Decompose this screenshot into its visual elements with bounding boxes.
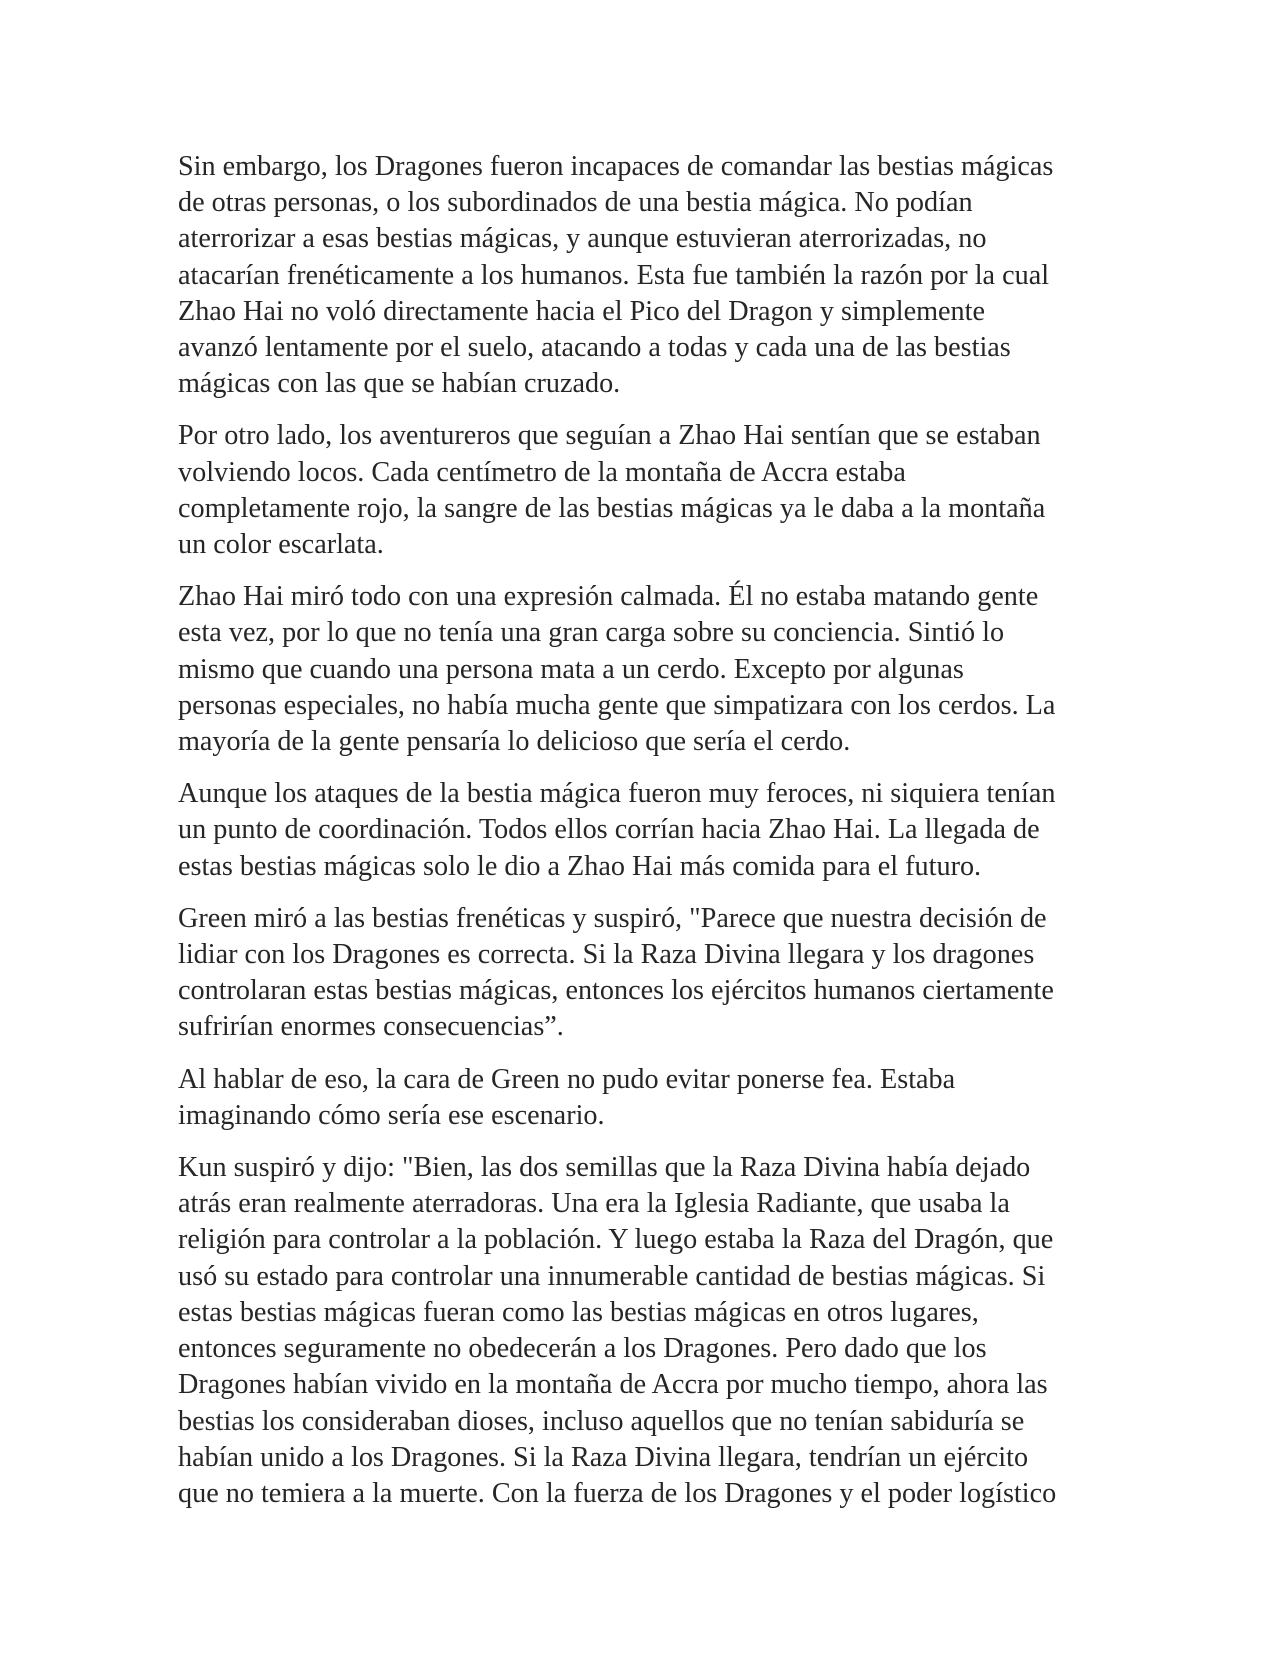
text-line: Kun suspiró y dijo: "Bien, las dos semillas que la Raza Divina había dejado — [178, 1152, 1031, 1184]
text-line: que no temiera a la muerte. Con la fuerza de los Dragones y el poder logístico — [178, 1477, 1057, 1509]
text-line: aterrorizar a esas bestias mágicas, y aunque estuvieran aterrorizadas, no — [178, 223, 987, 255]
text-line: mismo que cuando una persona mata a un cerdo. Excepto por algunas — [178, 653, 964, 685]
text-line: atrás eran realmente aterradoras. Una era la Iglesia Radiante, que usaba la — [178, 1188, 1010, 1220]
text-line: entonces seguramente no obedecerán a los Dragones. Pero dado que los — [178, 1333, 987, 1365]
paragraph-2 — [178, 418, 1113, 563]
text-line: esta vez, por lo que no tenía una gran carga sobre su conciencia. Sintió lo — [178, 617, 1005, 649]
text-line: imaginando cómo sería ese escenario. — [178, 1099, 605, 1131]
text-line: habían unido a los Dragones. Si la Raza Divina llegara, tendrían un ejército — [178, 1441, 1029, 1473]
text-line: usó su estado para controlar una innumerable cantidad de bestias mágicas. Si — [178, 1260, 1046, 1292]
paragraph-3 — [178, 579, 1113, 760]
text-line: Por otro lado, los aventureros que seguían a Zhao Hai sentían que se estaban — [178, 420, 1041, 452]
text-line: Zhao Hai no voló directamente hacia el Pico del Dragon y simplemente — [178, 295, 985, 327]
document-page — [178, 149, 1113, 1528]
text-line: lidiar con los Dragones es correcta. Si la Raza Divina llegara y los dragones — [178, 939, 1035, 971]
text-line: volviendo locos. Cada centímetro de la montaña de Accra estaba — [178, 456, 906, 488]
text-line: sufrirían enormes consecuencias”. — [178, 1011, 564, 1043]
text-line: atacarían frenéticamente a los humanos. Esta fue también la razón por la cual — [178, 259, 1050, 291]
paragraph-1 — [178, 149, 1113, 402]
text-line: religión para controlar a la población. Y luego estaba la Raza del Dragón, que — [178, 1224, 1054, 1256]
text-line: Dragones habían vivido en la montaña de Accra por mucho tiempo, ahora las — [178, 1369, 1048, 1401]
text-line: Sin embargo, los Dragones fueron incapaces de comandar las bestias mágicas — [178, 151, 1054, 182]
text-line: mayoría de la gente pensaría lo delicioso que sería el cerdo. — [178, 726, 851, 758]
paragraph-4 — [178, 776, 1113, 885]
text-line: Green miró a las bestias frenéticas y suspiró, "Parece que nuestra decisión de — [178, 902, 1047, 934]
text-line: Zhao Hai miró todo con una expresión calmada. Él no estaba matando gente — [178, 581, 1039, 613]
text-line: un color escarlata. — [178, 529, 384, 561]
text-line: estas bestias mágicas solo le dio a Zhao Hai más comida para el futuro. — [178, 850, 982, 882]
text-line: estas bestias mágicas fueran como las bestias mágicas en otros lugares, — [178, 1296, 979, 1328]
text-line: personas especiales, no había mucha gente que simpatizara con los cerdos. La — [178, 689, 1056, 721]
text-line: Aunque los ataques de la bestia mágica fueron muy feroces, ni siquiera tenían — [178, 778, 1056, 810]
text-line: avanzó lentamente por el suelo, atacando a todas y cada una de las bestias — [178, 332, 1011, 364]
text-line: un punto de coordinación. Todos ellos corrían hacia Zhao Hai. La llegada de — [178, 814, 1040, 846]
text-line: de otras personas, o los subordinados de una bestia mágica. No podían — [178, 187, 973, 219]
text-line: completamente rojo, la sangre de las bestias mágicas ya le daba a la montaña — [178, 492, 1046, 524]
text-line: controlaran estas bestias mágicas, entonces los ejércitos humanos ciertamente — [178, 975, 1054, 1007]
text-line: mágicas con las que se habían cruzado. — [178, 368, 621, 400]
paragraph-5 — [178, 901, 1113, 1046]
paragraph-6 — [178, 1062, 1113, 1134]
text-line: bestias los consideraban dioses, incluso aquellos que no tenían sabiduría se — [178, 1405, 1025, 1437]
paragraph-7 — [178, 1150, 1113, 1512]
text-line: Al hablar de eso, la cara de Green no pudo evitar ponerse fea. Estaba — [178, 1063, 956, 1095]
